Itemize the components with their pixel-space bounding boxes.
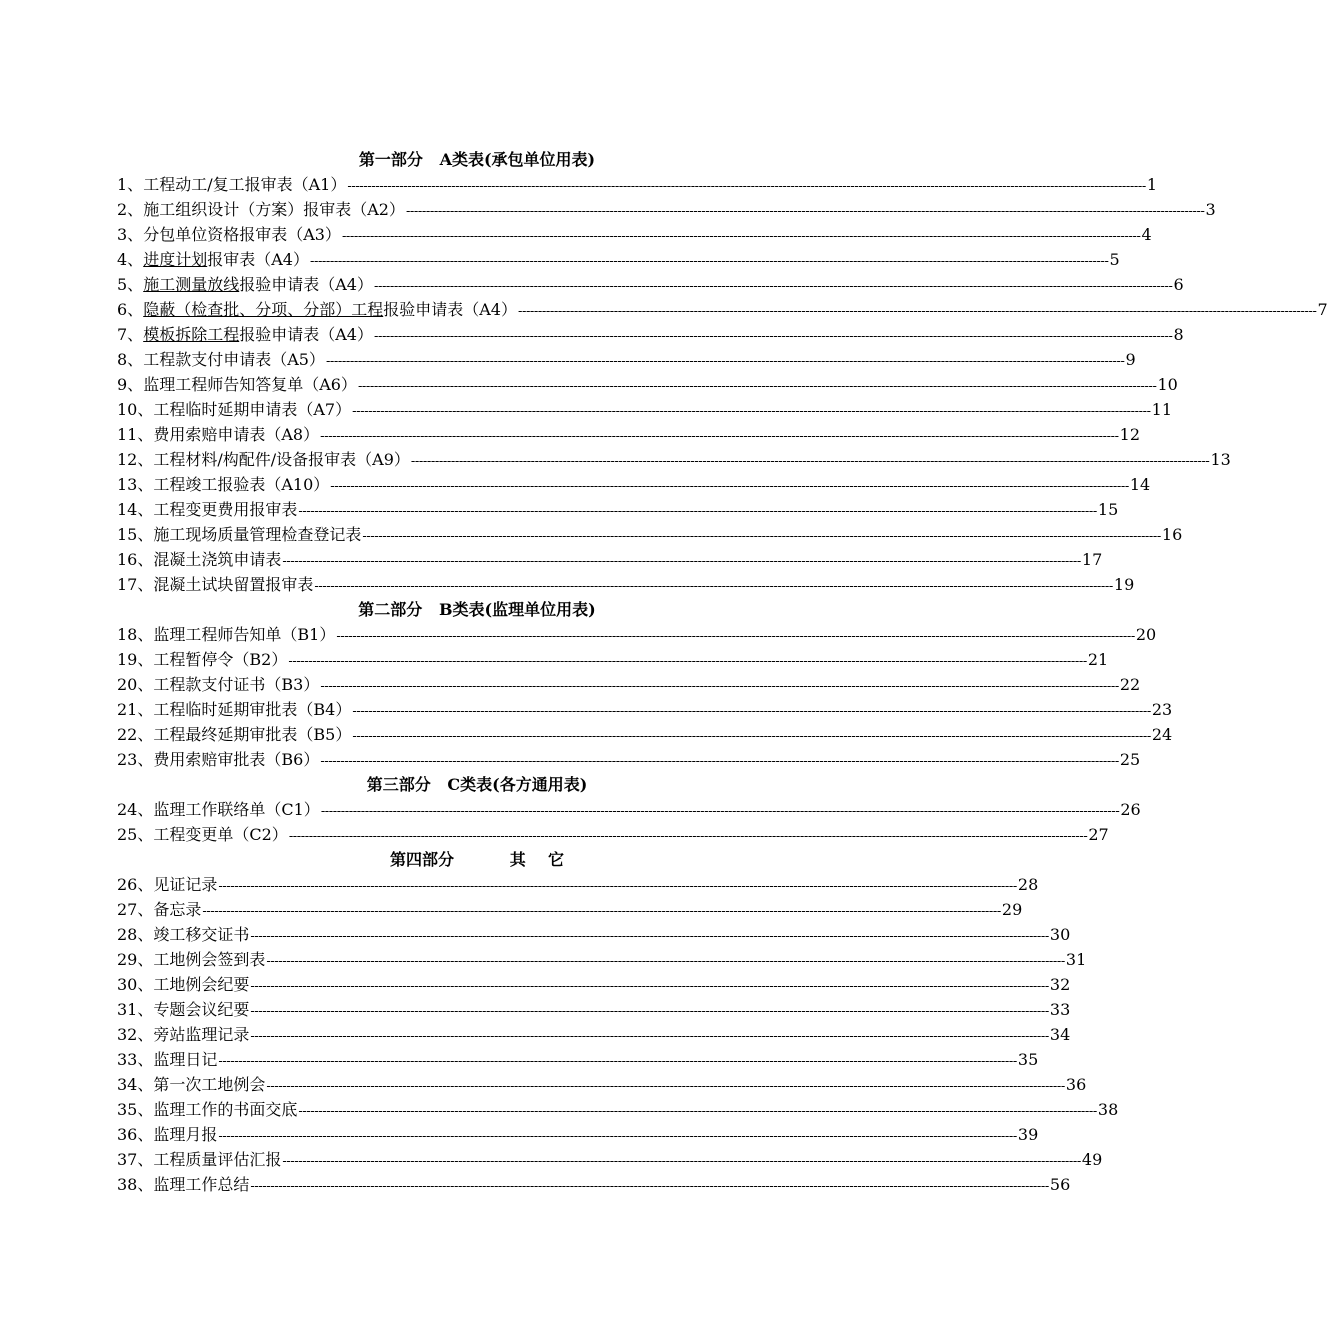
entry-number: 7、 bbox=[117, 325, 144, 344]
page-number: 3 bbox=[1205, 200, 1216, 219]
dot-leader: -------------------------------------------------------------------------------------------------------------------------------------------------------------------------------------------------------- bbox=[352, 704, 1151, 719]
toc-entry[interactable] bbox=[117, 397, 1173, 422]
entry-title bbox=[153, 697, 351, 722]
toc-entry[interactable] bbox=[117, 1072, 1087, 1097]
entry-title-text: 费用索赔审批表（B6） bbox=[153, 750, 320, 769]
entry-title-text: 竣工移交证书 bbox=[153, 925, 250, 944]
entry-title bbox=[153, 922, 249, 947]
toc-entry[interactable] bbox=[117, 997, 1071, 1022]
entry-number: 26、 bbox=[117, 875, 154, 894]
page-number: 30 bbox=[1049, 925, 1071, 944]
page-number: 32 bbox=[1049, 975, 1071, 994]
entry-title-text: 监理工作总结 bbox=[153, 1175, 250, 1194]
toc-entry[interactable] bbox=[117, 747, 1141, 772]
dot-leader: -------------------------------------------------------------------------------------------------------------------------------------------------------------------------------------------------------- bbox=[314, 579, 1113, 594]
entry-title-text: 混凝土浇筑申请表 bbox=[153, 550, 282, 569]
toc-entry[interactable] bbox=[117, 922, 1071, 947]
entry-title bbox=[153, 472, 329, 497]
entry-title-underlined: 施工测量放线 bbox=[143, 275, 240, 294]
entry-title bbox=[143, 347, 325, 372]
toc-entry[interactable] bbox=[117, 1022, 1071, 1047]
page-number: 20 bbox=[1135, 625, 1157, 644]
entry-number: 2、 bbox=[117, 200, 144, 219]
toc-entry[interactable] bbox=[117, 1172, 1071, 1197]
entry-number: 22、 bbox=[117, 725, 154, 744]
toc-entry[interactable] bbox=[117, 547, 1103, 572]
toc-entry[interactable] bbox=[117, 797, 1141, 822]
dot-leader: -------------------------------------------------------------------------------------------------------------------------------------------------------------------------------------------------------- bbox=[320, 754, 1119, 769]
toc-entry[interactable] bbox=[117, 172, 1158, 197]
entry-title bbox=[153, 1172, 249, 1197]
dot-leader: -------------------------------------------------------------------------------------------------------------------------------------------------------------------------------------------------------- bbox=[410, 454, 1210, 469]
entry-title-text: 工程变更单（C2） bbox=[153, 825, 288, 844]
entry-title bbox=[153, 647, 287, 672]
page-number: 11 bbox=[1151, 400, 1173, 419]
entry-number: 37、 bbox=[117, 1150, 154, 1169]
entry-title-text: 监理月报 bbox=[153, 1125, 218, 1144]
toc-entry[interactable] bbox=[117, 472, 1151, 497]
dot-leader: -------------------------------------------------------------------------------------------------------------------------------------------------------------------------------------------------------- bbox=[250, 1029, 1049, 1044]
entry-title bbox=[153, 497, 297, 522]
entry-title-text: 施工现场质量管理检查登记表 bbox=[153, 525, 362, 544]
entry-number: 38、 bbox=[117, 1175, 154, 1194]
toc-entry[interactable] bbox=[117, 722, 1173, 747]
dot-leader: -------------------------------------------------------------------------------------------------------------------------------------------------------------------------------------------------------- bbox=[288, 829, 1088, 844]
entry-title-text: 混凝土试块留置报审表 bbox=[153, 575, 314, 594]
entry-title bbox=[153, 672, 319, 697]
toc-entry[interactable] bbox=[117, 222, 1152, 247]
page-number: 33 bbox=[1049, 1000, 1071, 1019]
dot-leader: -------------------------------------------------------------------------------------------------------------------------------------------------------------------------------------------------------- bbox=[250, 1179, 1049, 1194]
entry-number: 9、 bbox=[117, 375, 144, 394]
toc-entry[interactable] bbox=[117, 372, 1178, 397]
dot-leader: -------------------------------------------------------------------------------------------------------------------------------------------------------------------------------------------------------- bbox=[298, 504, 1097, 519]
entry-title bbox=[143, 372, 357, 397]
page-number: 10 bbox=[1157, 375, 1178, 394]
entry-title bbox=[143, 297, 517, 322]
page-number: 21 bbox=[1087, 650, 1109, 669]
entry-title-text: 工程变更费用报审表 bbox=[153, 500, 298, 519]
dot-leader: -------------------------------------------------------------------------------------------------------------------------------------------------------------------------------------------------------- bbox=[405, 204, 1205, 219]
dot-leader: -------------------------------------------------------------------------------------------------------------------------------------------------------------------------------------------------------- bbox=[282, 554, 1081, 569]
entry-title-text: 工程款支付申请表（A5） bbox=[143, 350, 325, 369]
entry-number: 17、 bbox=[117, 575, 154, 594]
page-number: 36 bbox=[1065, 1075, 1087, 1094]
toc-entry[interactable] bbox=[117, 897, 1023, 922]
entry-title bbox=[143, 197, 405, 222]
page-number: 4 bbox=[1141, 225, 1152, 244]
entry-title bbox=[153, 447, 410, 472]
entry-number: 12、 bbox=[117, 450, 154, 469]
toc-entry[interactable] bbox=[117, 447, 1231, 472]
toc-entry[interactable] bbox=[117, 297, 1328, 322]
entry-number: 3、 bbox=[117, 225, 144, 244]
entry-number: 34、 bbox=[117, 1075, 154, 1094]
entry-title bbox=[153, 1047, 217, 1072]
entry-title bbox=[153, 872, 217, 897]
entry-number: 1、 bbox=[117, 175, 144, 194]
entry-number: 10、 bbox=[117, 400, 154, 419]
entry-number: 36、 bbox=[117, 1125, 154, 1144]
entry-title-text: 监理工作的书面交底 bbox=[153, 1100, 298, 1119]
entry-title-text: 报审表（A4） bbox=[207, 250, 309, 269]
entry-title-text: 工程款支付证书（B3） bbox=[153, 675, 320, 694]
toc-entry[interactable] bbox=[117, 697, 1173, 722]
dot-leader: -------------------------------------------------------------------------------------------------------------------------------------------------------------------------------------------------------- bbox=[373, 329, 1173, 344]
dot-leader: -------------------------------------------------------------------------------------------------------------------------------------------------------------------------------------------------------- bbox=[250, 929, 1049, 944]
entry-number: 23、 bbox=[117, 750, 154, 769]
entry-title bbox=[143, 322, 373, 347]
page-number: 24 bbox=[1151, 725, 1173, 744]
dot-leader: -------------------------------------------------------------------------------------------------------------------------------------------------------------------------------------------------------- bbox=[288, 654, 1087, 669]
entry-title bbox=[153, 897, 201, 922]
toc-entry[interactable] bbox=[117, 1122, 1039, 1147]
dot-leader: -------------------------------------------------------------------------------------------------------------------------------------------------------------------------------------------------------- bbox=[341, 229, 1141, 244]
dot-leader: -------------------------------------------------------------------------------------------------------------------------------------------------------------------------------------------------------- bbox=[336, 629, 1135, 644]
toc-entry[interactable] bbox=[117, 1097, 1119, 1122]
entry-title-text: 工地例会纪要 bbox=[153, 975, 250, 994]
page-number: 39 bbox=[1017, 1125, 1039, 1144]
toc-entry[interactable] bbox=[117, 247, 1120, 272]
entry-title-text: 工程材料/构配件/设备报审表（A9） bbox=[153, 450, 410, 469]
entry-title-text: 专题会议纪要 bbox=[153, 1000, 250, 1019]
page-number: 26 bbox=[1120, 800, 1141, 819]
entry-title-text: 工地例会签到表 bbox=[153, 950, 266, 969]
toc-entry[interactable] bbox=[117, 572, 1135, 597]
dot-leader: -------------------------------------------------------------------------------------------------------------------------------------------------------------------------------------------------------- bbox=[373, 279, 1173, 294]
page-number: 15 bbox=[1097, 500, 1119, 519]
dot-leader: -------------------------------------------------------------------------------------------------------------------------------------------------------------------------------------------------------- bbox=[325, 354, 1125, 369]
dot-leader: -------------------------------------------------------------------------------------------------------------------------------------------------------------------------------------------------------- bbox=[352, 729, 1151, 744]
entry-title bbox=[153, 1072, 265, 1097]
dot-leader: -------------------------------------------------------------------------------------------------------------------------------------------------------------------------------------------------------- bbox=[266, 954, 1065, 969]
toc-entry[interactable] bbox=[117, 497, 1119, 522]
entry-number: 35、 bbox=[117, 1100, 154, 1119]
entry-title bbox=[153, 947, 265, 972]
entry-title bbox=[153, 797, 319, 822]
entry-title bbox=[153, 622, 335, 647]
entry-title bbox=[153, 722, 351, 747]
entry-number: 29、 bbox=[117, 950, 154, 969]
entry-title bbox=[143, 222, 341, 247]
entry-number: 16、 bbox=[117, 550, 154, 569]
page-number: 29 bbox=[1001, 900, 1023, 919]
page-number: 17 bbox=[1081, 550, 1103, 569]
entry-title bbox=[153, 572, 313, 597]
entry-title-text: 工程竣工报验表（A10） bbox=[153, 475, 330, 494]
entry-title-text: 报验申请表（A4） bbox=[239, 275, 373, 294]
page-number: 31 bbox=[1065, 950, 1087, 969]
entry-number: 24、 bbox=[117, 800, 154, 819]
entry-number: 6、 bbox=[117, 300, 144, 319]
toc-entry[interactable] bbox=[117, 272, 1184, 297]
page-number: 13 bbox=[1210, 450, 1231, 469]
dot-leader: -------------------------------------------------------------------------------------------------------------------------------------------------------------------------------------------------------- bbox=[218, 879, 1017, 894]
entry-number: 15、 bbox=[117, 525, 154, 544]
toc-entry[interactable] bbox=[117, 947, 1087, 972]
entry-title-text: 监理日记 bbox=[153, 1050, 218, 1069]
page-number: 1 bbox=[1146, 175, 1158, 194]
entry-title-text: 工程最终延期审批表（B5） bbox=[153, 725, 352, 744]
entry-title-text: 报验申请表（A4） bbox=[239, 325, 373, 344]
toc-entry[interactable] bbox=[117, 522, 1183, 547]
entry-number: 33、 bbox=[117, 1050, 154, 1069]
entry-number: 30、 bbox=[117, 975, 154, 994]
entry-title-text: 工程临时延期审批表（B4） bbox=[153, 700, 352, 719]
entry-number: 28、 bbox=[117, 925, 154, 944]
entry-title-text: 见证记录 bbox=[153, 875, 218, 894]
dot-leader: -------------------------------------------------------------------------------------------------------------------------------------------------------------------------------------------------------- bbox=[202, 904, 1001, 919]
dot-leader: -------------------------------------------------------------------------------------------------------------------------------------------------------------------------------------------------------- bbox=[309, 254, 1109, 269]
entry-title-text: 监理工程师告知单（B1） bbox=[153, 625, 336, 644]
entry-number: 18、 bbox=[117, 625, 154, 644]
entry-number: 19、 bbox=[117, 650, 154, 669]
toc-entry[interactable] bbox=[117, 822, 1109, 847]
entry-number: 32、 bbox=[117, 1025, 154, 1044]
entry-title-text: 工程临时延期申请表（A7） bbox=[153, 400, 352, 419]
entry-number: 5、 bbox=[117, 275, 144, 294]
table-of-contents bbox=[117, 147, 1328, 1197]
page-number: 49 bbox=[1081, 1150, 1103, 1169]
entry-title-underlined: 模板拆除工程 bbox=[143, 325, 240, 344]
entry-title-text: 第一次工地例会 bbox=[153, 1075, 266, 1094]
toc-entry[interactable] bbox=[117, 422, 1141, 447]
entry-number: 21、 bbox=[117, 700, 154, 719]
dot-leader: -------------------------------------------------------------------------------------------------------------------------------------------------------------------------------------------------------- bbox=[218, 1129, 1017, 1144]
entry-title bbox=[153, 972, 249, 997]
entry-title-underlined: 进度计划 bbox=[143, 250, 208, 269]
toc-entry[interactable] bbox=[117, 647, 1109, 672]
entry-title-text: 旁站监理记录 bbox=[153, 1025, 250, 1044]
toc-entry[interactable] bbox=[117, 1047, 1039, 1072]
page-number: 25 bbox=[1119, 750, 1141, 769]
dot-leader: -------------------------------------------------------------------------------------------------------------------------------------------------------------------------------------------------------- bbox=[250, 979, 1049, 994]
entry-title bbox=[153, 1097, 297, 1122]
page-number: 23 bbox=[1151, 700, 1173, 719]
entry-title bbox=[153, 1122, 217, 1147]
dot-leader: -------------------------------------------------------------------------------------------------------------------------------------------------------------------------------------------------------- bbox=[517, 304, 1317, 319]
page-number: 19 bbox=[1113, 575, 1135, 594]
entry-title-text: 分包单位资格报审表（A3） bbox=[143, 225, 341, 244]
toc-entry[interactable] bbox=[117, 872, 1039, 897]
toc-entry[interactable] bbox=[117, 622, 1157, 647]
section-heading: 第一部分 A类表(承包单位用表) bbox=[358, 150, 596, 169]
page-number: 9 bbox=[1125, 350, 1136, 369]
entry-title-text: 工程动工/复工报审表（A1） bbox=[143, 175, 347, 194]
entry-number: 4、 bbox=[117, 250, 144, 269]
dot-leader: -------------------------------------------------------------------------------------------------------------------------------------------------------------------------------------------------------- bbox=[298, 1104, 1097, 1119]
entry-number: 25、 bbox=[117, 825, 154, 844]
dot-leader: -------------------------------------------------------------------------------------------------------------------------------------------------------------------------------------------------------- bbox=[320, 804, 1120, 819]
entry-title bbox=[153, 1147, 281, 1172]
entry-number: 31、 bbox=[117, 1000, 154, 1019]
page-number: 35 bbox=[1017, 1050, 1039, 1069]
entry-title bbox=[153, 547, 281, 572]
page-number: 38 bbox=[1097, 1100, 1119, 1119]
toc-entry[interactable] bbox=[117, 197, 1216, 222]
entry-title-text: 备忘录 bbox=[153, 900, 202, 919]
dot-leader: -------------------------------------------------------------------------------------------------------------------------------------------------------------------------------------------------------- bbox=[282, 1154, 1081, 1169]
entry-number: 11、 bbox=[117, 425, 154, 444]
entry-title bbox=[153, 422, 319, 447]
entry-title bbox=[153, 397, 351, 422]
page-number: 7 bbox=[1317, 300, 1328, 319]
toc-entry[interactable] bbox=[117, 322, 1184, 347]
entry-title-text: 施工组织设计（方案）报审表（A2） bbox=[143, 200, 405, 219]
entry-number: 14、 bbox=[117, 500, 154, 519]
dot-leader: -------------------------------------------------------------------------------------------------------------------------------------------------------------------------------------------------------- bbox=[352, 404, 1151, 419]
page-number: 8 bbox=[1173, 325, 1184, 344]
toc-entry[interactable] bbox=[117, 672, 1141, 697]
entry-title bbox=[143, 272, 373, 297]
entry-number: 13、 bbox=[117, 475, 154, 494]
dot-leader: -------------------------------------------------------------------------------------------------------------------------------------------------------------------------------------------------------- bbox=[218, 1054, 1017, 1069]
section-heading: 第二部分 B类表(监理单位用表) bbox=[358, 600, 596, 619]
dot-leader: -------------------------------------------------------------------------------------------------------------------------------------------------------------------------------------------------------- bbox=[320, 429, 1119, 444]
entry-title-underlined: 隐蔽（检查批、分项、分部）工程 bbox=[143, 300, 384, 319]
page-number: 22 bbox=[1119, 675, 1141, 694]
page-number: 16 bbox=[1161, 525, 1183, 544]
page-number: 27 bbox=[1088, 825, 1109, 844]
entry-title-text: 工程质量评估汇报 bbox=[153, 1150, 282, 1169]
toc-entry[interactable] bbox=[117, 347, 1136, 372]
toc-entry[interactable] bbox=[117, 1147, 1103, 1172]
dot-leader: -------------------------------------------------------------------------------------------------------------------------------------------------------------------------------------------------------- bbox=[320, 679, 1119, 694]
entry-title bbox=[153, 1022, 249, 1047]
dot-leader: -------------------------------------------------------------------------------------------------------------------------------------------------------------------------------------------------------- bbox=[330, 479, 1129, 494]
entry-title bbox=[143, 172, 346, 197]
entry-title-text: 费用索赔申请表（A8） bbox=[153, 425, 320, 444]
page-number: 14 bbox=[1129, 475, 1151, 494]
entry-title bbox=[143, 247, 309, 272]
entry-number: 20、 bbox=[117, 675, 154, 694]
page-number: 56 bbox=[1049, 1175, 1071, 1194]
entry-title-text: 工程暂停令（B2） bbox=[153, 650, 288, 669]
entry-title bbox=[153, 747, 319, 772]
dot-leader: -------------------------------------------------------------------------------------------------------------------------------------------------------------------------------------------------------- bbox=[347, 179, 1146, 194]
entry-title bbox=[153, 997, 249, 1022]
dot-leader: -------------------------------------------------------------------------------------------------------------------------------------------------------------------------------------------------------- bbox=[357, 379, 1157, 394]
section-heading: 第三部分 C类表(各方通用表) bbox=[366, 775, 588, 794]
page-number: 5 bbox=[1109, 250, 1120, 269]
section-heading: 第四部分 其 它 bbox=[390, 850, 564, 869]
page-number: 12 bbox=[1119, 425, 1141, 444]
entry-title bbox=[153, 822, 287, 847]
entry-number: 27、 bbox=[117, 900, 154, 919]
dot-leader: -------------------------------------------------------------------------------------------------------------------------------------------------------------------------------------------------------- bbox=[266, 1079, 1065, 1094]
entry-title-text: 报验申请表（A4） bbox=[383, 300, 517, 319]
page-number: 34 bbox=[1049, 1025, 1071, 1044]
toc-entry[interactable] bbox=[117, 972, 1071, 997]
entry-title-text: 监理工作联络单（C1） bbox=[153, 800, 320, 819]
page-number: 6 bbox=[1173, 275, 1184, 294]
entry-number: 8、 bbox=[117, 350, 144, 369]
entry-title-text: 监理工程师告知答复单（A6） bbox=[143, 375, 357, 394]
dot-leader: -------------------------------------------------------------------------------------------------------------------------------------------------------------------------------------------------------- bbox=[362, 529, 1161, 544]
entry-title bbox=[153, 522, 361, 547]
page-number: 28 bbox=[1017, 875, 1039, 894]
dot-leader: -------------------------------------------------------------------------------------------------------------------------------------------------------------------------------------------------------- bbox=[250, 1004, 1049, 1019]
